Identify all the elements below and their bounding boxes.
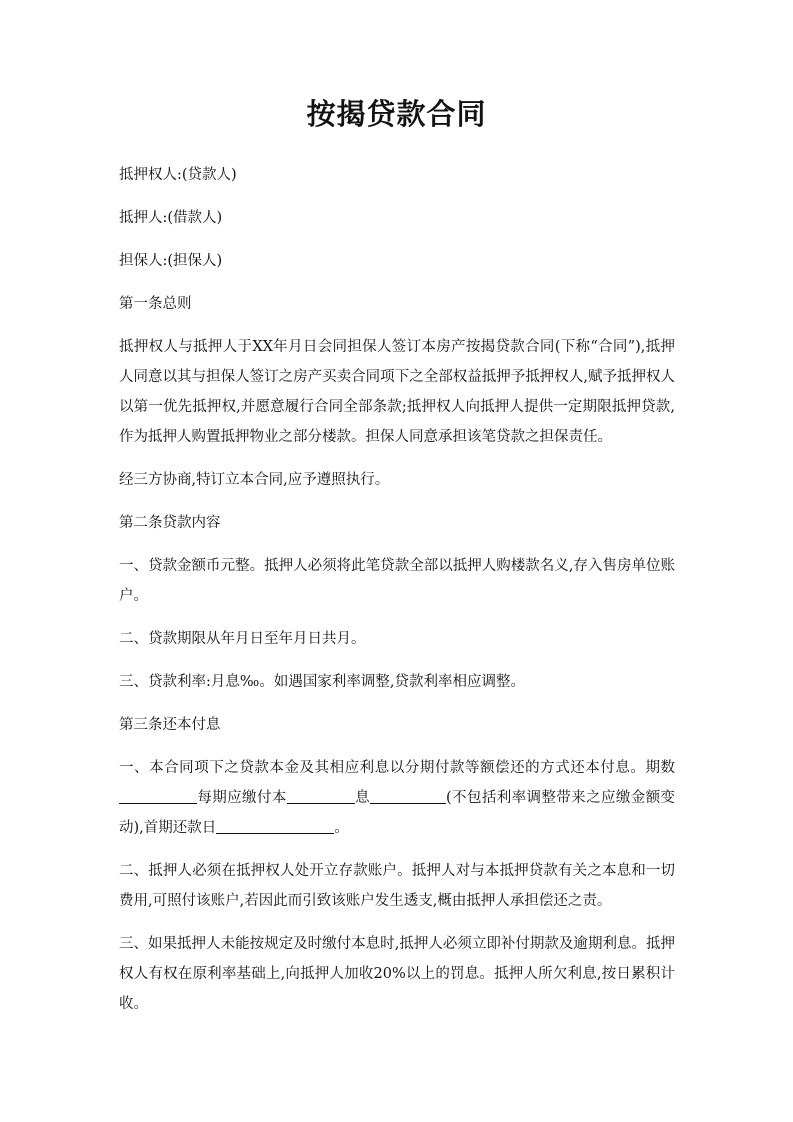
article-3-heading: 第三条还本付息 [119,717,221,733]
document-title: 按揭贷款合同 [306,97,487,131]
mortgagor-line: 抵押人:(借款人) [119,210,223,226]
loan-amount-clause: 一、贷款金额币元整。抵押人必须将此笔贷款全部以抵押人购楼款名义,存入售房单位账户。 [119,558,675,604]
repayment-text-1: 一、本合同项下之贷款本金及其相应利息以分期付款等额偿还的方式还本付息。期数 [119,760,675,776]
repayment-text-5: 。 [334,820,349,836]
interest-blank [370,787,446,804]
interest-rate-clause: 三、贷款利率:月息‰。如遇国家利率调整,贷款利率相应调整。 [119,674,525,690]
agreement-statement: 经三方协商,特订立本合同,应予遵照执行。 [119,472,390,488]
loan-term-clause: 二、贷款期限从年月日至年月日共月。 [119,631,366,647]
deposit-account-clause: 二、抵押人必须在抵押权人处开立存款账户。抵押人对与本抵押贷款有关之本息和一切费用,可照付该账户,若因此而引致该账户发生透支,概由抵押人承担偿还之责。 [119,863,675,909]
installments-blank [119,787,197,804]
repayment-text-4: (不包括利率调整带来之应缴金额变动),首期还款日 [119,790,676,836]
article-1-body: 抵押权人与抵押人于XX年月日会同担保人签订本房产按揭贷款合同(下称“合同”),抵押人同意以其与担保人签订之房产买卖合同项下之全部权益抵押予抵押权人,赋予抵押权人以第一优先抵押权,并愿意履行合同全部条款;抵押权人向抵押人提供一定期限抵押贷款,作为抵押人购置抵押物业之部分楼款。担保人同意承担该笔贷款之担保责任。 [119,339,675,445]
article-2-heading: 第二条贷款内容 [119,515,221,531]
late-payment-clause: 三、如果抵押人未能按规定及时缴付本息时,抵押人必须立即补付期款及逾期利息。抵押权人有权在原利率基础上,向抵押人加收20%以上的罚息。抵押人所欠利息,按日累积计收。 [119,936,675,1012]
repayment-clause [119,753,675,843]
document-body [119,160,675,1032]
article-1-heading: 第一条总则 [119,296,192,312]
guarantor-line: 担保人:(担保人) [119,253,223,269]
repayment-text-3: 息 [354,790,371,806]
principal-blank [287,787,355,804]
mortgagee-line: 抵押权人:(贷款人) [119,167,237,183]
first-repayment-date-blank [216,817,334,834]
repayment-text-2: 每期应缴付本 [197,790,287,806]
